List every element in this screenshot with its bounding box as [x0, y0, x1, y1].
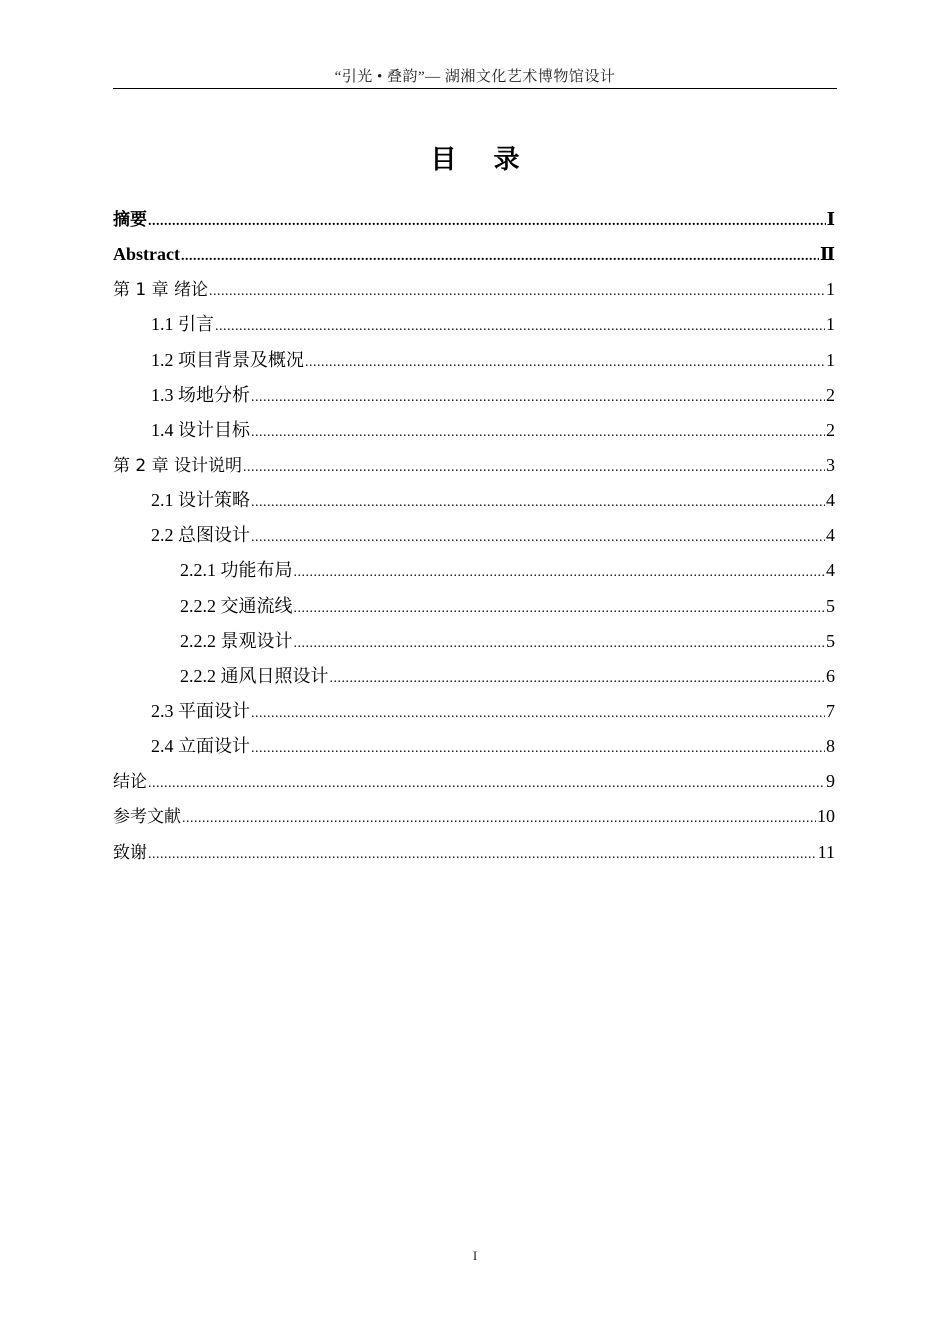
toc-entry-page: 4	[826, 560, 835, 581]
toc-entry-chapter-1[interactable]	[113, 272, 835, 307]
toc-dot-leader	[251, 415, 825, 450]
toc-dot-leader	[294, 555, 826, 590]
toc-entry-conclusion[interactable]	[113, 764, 835, 799]
toc-entry-page: 3	[826, 454, 835, 475]
toc-entry-page: 4	[826, 490, 835, 511]
toc-entry-page: 10	[817, 806, 835, 827]
toc-dot-leader	[294, 626, 826, 661]
toc-dot-leader	[182, 801, 816, 836]
toc-entry-1-1[interactable]	[113, 307, 835, 342]
toc-dot-leader	[215, 309, 825, 344]
toc-entry-label: 摘要	[113, 210, 147, 230]
toc-dot-leader	[209, 274, 825, 309]
toc-entry-label: 2.2.1 功能布局	[180, 560, 293, 581]
toc-entry-label: 1.1 引言	[151, 314, 214, 335]
toc-entry-label: 1.4 设计目标	[151, 419, 250, 440]
toc-title: 目 录	[430, 145, 534, 175]
toc-entry-label: 2.2.2 景观设计	[180, 630, 293, 651]
toc-dot-leader	[251, 520, 825, 555]
toc-entry-1-4[interactable]	[113, 413, 835, 448]
toc-entry-page: 5	[826, 595, 835, 616]
toc-entry-page: 6	[826, 665, 835, 686]
running-header: “引光 • 叠韵”— 湖湘文化艺术博物馆设计	[334, 69, 616, 85]
toc-entry-page: 2	[826, 419, 835, 440]
toc-dot-leader	[294, 591, 826, 626]
toc-dot-leader	[148, 204, 826, 239]
toc-entry-2-2[interactable]	[113, 518, 835, 553]
toc-entry-page: 1	[826, 349, 835, 370]
toc-entry-references[interactable]	[113, 799, 835, 834]
toc-entry-page: 11	[817, 841, 835, 862]
toc-entry-label: 2.2.2 交通流线	[180, 595, 293, 616]
toc-entry-2-2-2-traffic[interactable]	[113, 589, 835, 624]
toc-entry-2-3[interactable]	[113, 694, 835, 729]
table-of-contents	[113, 202, 835, 870]
toc-entry-page: 1	[826, 314, 835, 335]
toc-entry-page: 5	[826, 630, 835, 651]
toc-entry-2-2-1[interactable]	[113, 553, 835, 588]
toc-entry-1-2[interactable]	[113, 343, 835, 378]
toc-entry-label: 结论	[113, 772, 147, 793]
toc-entry-label: 1.3 场地分析	[151, 384, 250, 405]
toc-dot-leader	[330, 661, 826, 696]
toc-dot-leader	[243, 450, 825, 485]
toc-entry-chapter-2[interactable]	[113, 448, 835, 483]
toc-dot-leader	[251, 380, 825, 415]
toc-entry-page: 7	[826, 700, 835, 721]
toc-entry-acknowledgements[interactable]	[113, 835, 835, 870]
toc-entry-2-4[interactable]	[113, 729, 835, 764]
toc-entry-label: 第 1 章 绪论	[113, 280, 209, 301]
header-rule	[113, 88, 837, 89]
toc-entry-page: 1	[826, 279, 835, 300]
toc-dot-leader	[305, 345, 825, 380]
toc-dot-leader	[251, 731, 825, 766]
toc-entry-label: Abstract	[113, 244, 180, 265]
toc-entry-label: 2.2.2 通风日照设计	[180, 665, 329, 686]
toc-entry-1-3[interactable]	[113, 378, 835, 413]
toc-entry-page: 2	[826, 384, 835, 405]
toc-entry-label: 致谢	[113, 842, 147, 863]
toc-entry-page: 9	[826, 771, 835, 792]
toc-entry-label: 参考文献	[113, 807, 181, 828]
toc-entry-2-2-2-ventilation[interactable]	[113, 659, 835, 694]
toc-entry-label: 2.1 设计策略	[151, 490, 250, 511]
toc-entry-label: 第 2 章 设计说明	[113, 455, 243, 476]
toc-entry-label: 1.2 项目背景及概况	[151, 349, 304, 370]
toc-entry-label: 2.2 总图设计	[151, 525, 250, 546]
toc-entry-abstract-en[interactable]	[113, 237, 835, 272]
toc-dot-leader	[251, 696, 825, 731]
toc-entry-page: Ⅱ	[819, 244, 835, 265]
toc-entry-label: 2.4 立面设计	[151, 736, 250, 757]
toc-entry-page: 8	[826, 736, 835, 757]
toc-entry-2-2-2-landscape[interactable]	[113, 624, 835, 659]
page-number: I	[472, 1248, 478, 1263]
toc-entry-page: 4	[826, 525, 835, 546]
toc-dot-leader	[251, 485, 825, 520]
toc-dot-leader	[181, 239, 819, 274]
toc-entry-2-1[interactable]	[113, 483, 835, 518]
toc-dot-leader	[148, 837, 817, 872]
toc-entry-page: Ⅰ	[826, 209, 835, 229]
toc-entry-label: 2.3 平面设计	[151, 700, 250, 721]
toc-dot-leader	[148, 766, 825, 801]
toc-entry-abstract-cn[interactable]	[113, 202, 835, 237]
